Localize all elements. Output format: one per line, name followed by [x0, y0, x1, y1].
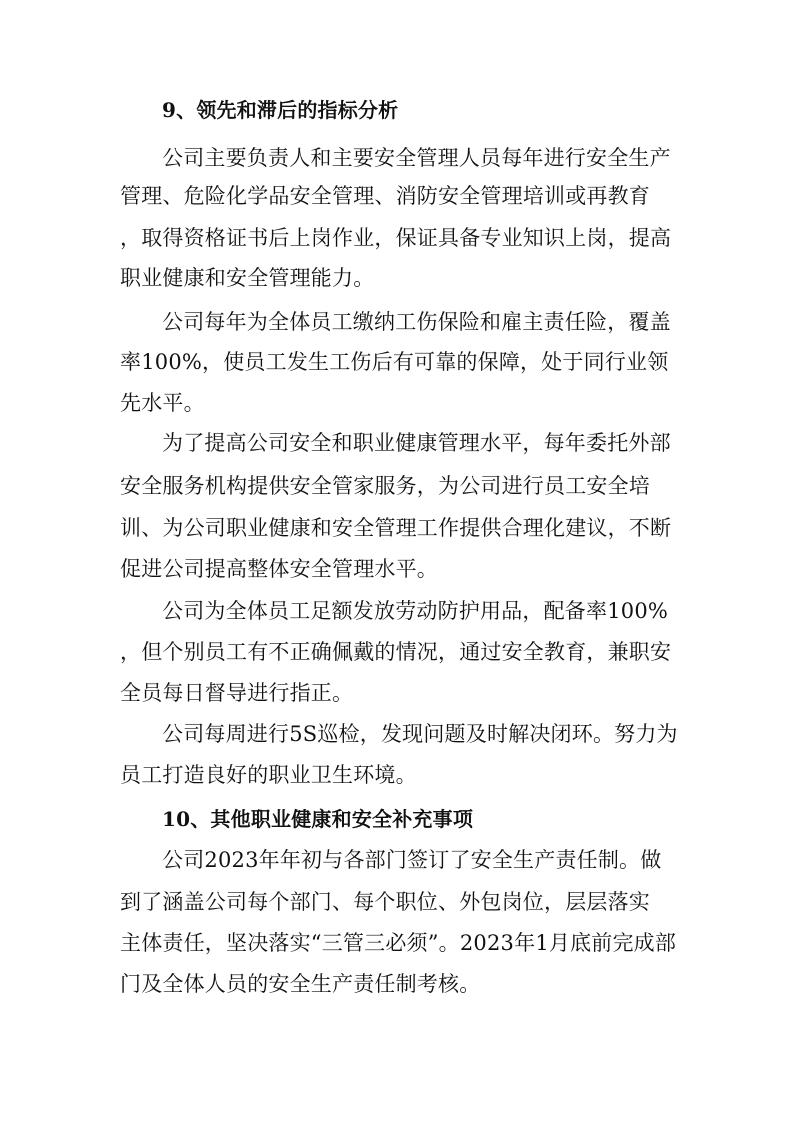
- paragraph-line: 员工打造良好的职业卫生环境。: [120, 763, 417, 787]
- paragraph-line: 管理、危险化学品安全管理、消防安全管理培训或再教育: [120, 184, 650, 208]
- paragraph-line: 公司主要负责人和主要安全管理人员每年进行安全生产: [162, 146, 671, 170]
- paragraph-line: 公司2023年年初与各部门签订了安全生产责任制。做: [162, 848, 662, 872]
- paragraph-line: 主体责任，坚决落实“三管三必须”。2023年1月底前完成部: [120, 931, 677, 955]
- paragraph-line: 促进公司提高整体安全管理水平。: [120, 557, 438, 581]
- paragraph-line: ，但个别员工有不正确佩戴的情况，通过安全教育，兼职安: [120, 640, 672, 664]
- section-9-heading: 9、领先和滞后的指标分析: [162, 98, 399, 122]
- paragraph-line: 公司为全体员工足额发放劳动防护用品，配备率100%: [162, 599, 669, 623]
- paragraph-line: 为了提高公司安全和职业健康管理水平，每年委托外部: [162, 431, 671, 455]
- paragraph-line: 先水平。: [120, 391, 205, 415]
- paragraph-line: 到了涵盖公司每个部门、每个职位、外包岗位，层层落实: [120, 890, 650, 914]
- section-10-heading: 10、其他职业健康和安全补充事项: [162, 807, 474, 831]
- paragraph-line: 全员每日督导进行指正。: [120, 681, 354, 705]
- paragraph-line: 门及全体人员的安全生产责任制考核。: [120, 972, 481, 996]
- paragraph-line: ，取得资格证书后上岗作业，保证具备专业知识上岗，提高: [120, 226, 672, 250]
- paragraph-line: 公司每周进行5S巡检，发现问题及时解决闭环。努力为: [162, 722, 678, 746]
- paragraph-line: 安全服务机构提供安全管家服务，为公司进行员工安全培: [120, 474, 650, 498]
- paragraph-line: 率100%，使员工发生工伤后有可靠的保障，处于同行业领: [120, 350, 669, 374]
- paragraph-line: 训、为公司职业健康和安全管理工作提供合理化建议，不断: [120, 516, 672, 540]
- paragraph-line: 公司每年为全体员工缴纳工伤保险和雇主责任险，覆盖: [162, 310, 671, 334]
- paragraph-line: 职业健康和安全管理能力。: [120, 266, 375, 290]
